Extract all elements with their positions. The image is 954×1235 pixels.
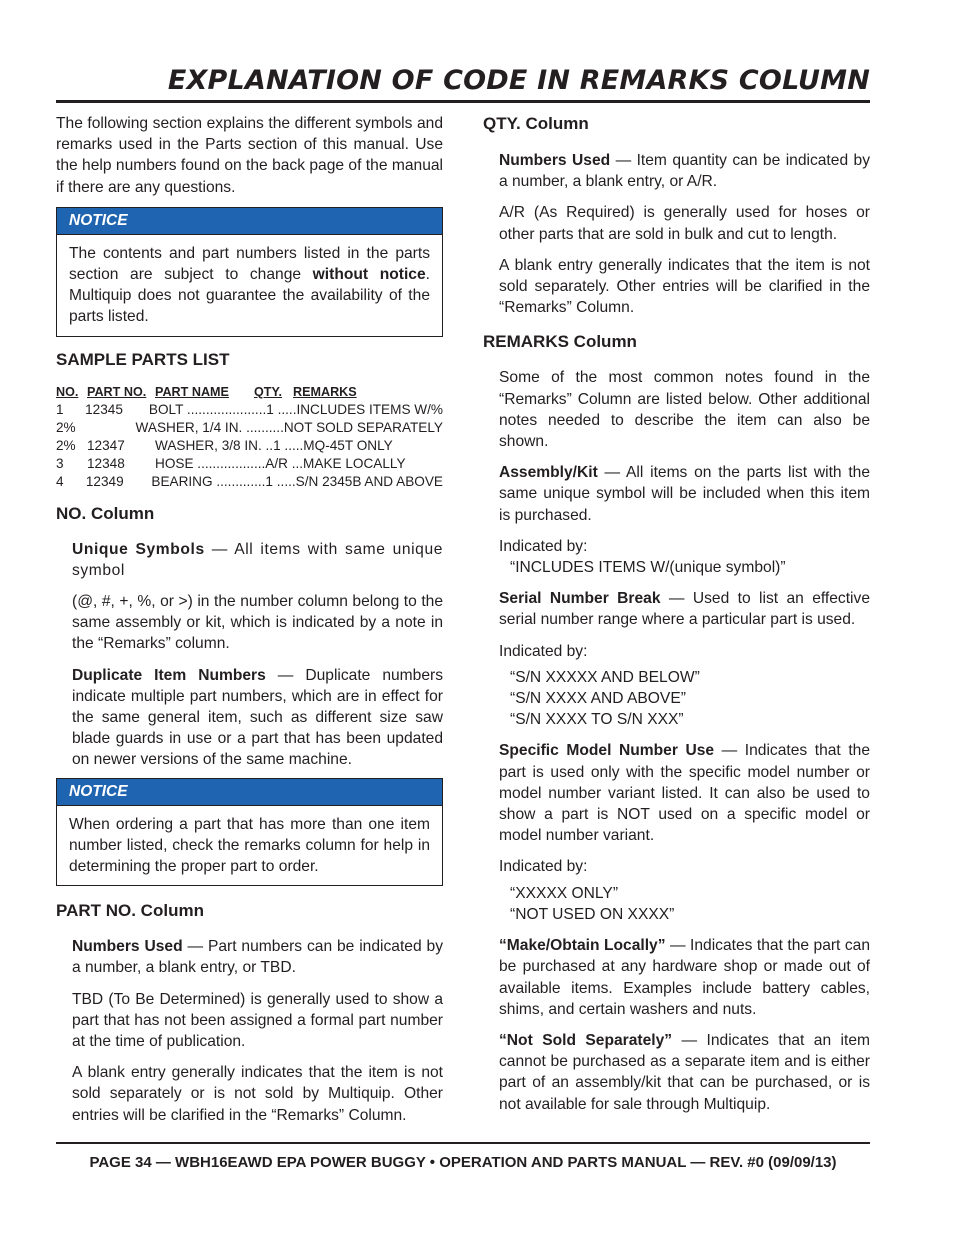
table-row — [56, 401, 443, 419]
footer-rule — [56, 1142, 870, 1144]
row-part-no — [81, 419, 136, 437]
not-sold-label: “Not Sold Separately” — [499, 1031, 673, 1049]
col-remarks: REMARKS — [293, 384, 357, 399]
tbd-paragraph: TBD (To Be Determined) is generally used to show a part that has not been assigned a formal part number at the time of publication. — [72, 990, 443, 1051]
notice-text-a: The contents and part numbers listed in the parts section are subject to change — [69, 244, 430, 284]
not-sold-text: — Indicates that an item cannot be purchased as a separate item and is either part of an assembly/kit that can be purchased, or is not available for sale through Multiquip. — [499, 1031, 871, 1113]
row-no: 4 — [56, 473, 64, 489]
row-no: 1 — [56, 401, 64, 417]
qty-numbers-used-paragraph — [499, 150, 870, 192]
row-part-no: 12347 — [87, 437, 125, 453]
qty-numbers-used-label: Numbers Used — [499, 152, 611, 169]
duplicate-items-text: — Duplicate numbers indicate multiple part numbers, which are in effect for the same general item, such as different size saw blade guards in use or a part that has been updated on newer versions of the same machine. — [72, 666, 443, 769]
row-details: BEARING .............1 .....S/N 2345B AND ABOVE — [151, 473, 443, 489]
part-numbers-used-text: — Part numbers can be indicated by a number, a blank entry, or TBD. — [72, 938, 443, 977]
remarks-intro-paragraph: Some of the most common notes found in the “Remarks” Column are listed below. Other additional notes needed to describe the item can also be shown. — [499, 369, 870, 451]
row-details: BOLT .....................1 .....INCLUDES ITEMS W/% — [148, 401, 443, 417]
assembly-kit-label: Assembly/Kit — [499, 464, 598, 482]
notice-label: NOTICE — [57, 208, 442, 235]
title-rule — [56, 100, 870, 103]
col-no: NO. — [56, 384, 79, 399]
notice-box-ordering — [56, 778, 443, 887]
row-no: 3 — [56, 455, 64, 471]
model-number-text: — Indicates that the part is used only with the specific model number or model number variant listed. It can also be used to show a part is NOT used on a specific model or model number variant. — [499, 742, 870, 845]
row-details: HOSE ..................A/R ...MAKE LOCALLY — [155, 455, 406, 471]
model-number-label: Specific Model Number Use — [499, 742, 715, 760]
part-numbers-used-paragraph — [72, 936, 443, 978]
indicated-by-label: Indicated by: — [499, 642, 588, 660]
table-row — [56, 437, 443, 455]
indicated-by-label: Indicated by: — [499, 858, 588, 876]
model-quote: “XXXXX ONLY” — [510, 884, 619, 902]
not-sold-paragraph — [499, 1030, 870, 1115]
table-row — [56, 419, 443, 437]
sample-parts-heading: SAMPLE PARTS LIST — [56, 349, 230, 369]
table-row — [56, 455, 443, 473]
serial-quote: “S/N XXXXX AND BELOW” — [510, 668, 700, 686]
notice-text — [69, 243, 430, 328]
as-required-paragraph: A/R (As Required) is generally used for hoses or other parts that are sold in bulk and cut to length. — [499, 204, 870, 243]
notice-label: NOTICE — [57, 779, 442, 806]
qty-column-heading: QTY. Column — [483, 114, 589, 133]
row-no: 2% — [56, 419, 76, 435]
unique-symbols-text: — All items with same unique symbol — [72, 540, 443, 579]
unique-symbols-label: Unique Symbols — [72, 540, 205, 558]
no-column-heading: NO. Column — [56, 503, 155, 523]
notice-text-b: . Multiquip does not guarantee the availability of the parts listed. — [69, 266, 430, 326]
row-no: 2% — [56, 437, 76, 453]
model-quote: “NOT USED ON XXXX” — [510, 905, 675, 923]
sample-parts-table — [56, 383, 443, 491]
serial-break-paragraph — [499, 588, 870, 630]
serial-quote: “S/N XXXX AND ABOVE” — [510, 690, 686, 708]
row-part-no: 12348 — [87, 455, 125, 471]
duplicate-items-paragraph — [72, 665, 443, 771]
row-part-no: 12345 — [85, 401, 123, 417]
notice-text-bold: without notice — [312, 266, 426, 284]
assembly-quote: “INCLUDES ITEMS W/(unique symbol)” — [510, 559, 786, 577]
symbols-paragraph: (@, #, +, %, or >) in the number column belong to the same assembly or kit, which is indicated by a note in the “Remarks” column. — [72, 593, 443, 653]
remarks-column-heading: REMARKS Column — [483, 332, 637, 352]
unique-symbols-paragraph — [72, 539, 443, 581]
col-qty: QTY. — [254, 384, 282, 399]
row-part-no: 12349 — [85, 473, 124, 489]
serial-break-text: — Used to list an effective serial number range where a particular part is used. — [499, 590, 870, 629]
part-no-column-heading: PART NO. Column — [56, 901, 204, 921]
make-locally-paragraph — [499, 935, 870, 1020]
right-column — [483, 113, 870, 1115]
qty-numbers-used-text: — Item quantity can be indicated by a number, a blank entry, or A/R. — [499, 152, 870, 191]
make-locally-label: “Make/Obtain Locally” — [499, 937, 666, 955]
assembly-kit-text: — All items on the parts list with the same unique symbol will be included when this item is purchased. — [499, 464, 870, 524]
table-row — [56, 473, 443, 491]
assembly-kit-paragraph — [499, 462, 870, 526]
notice-body — [57, 806, 442, 886]
notice-text: When ordering a part that has more than one item number listed, check the remarks column for help in determining the proper part to order. — [69, 815, 430, 876]
serial-quote: “S/N XXXX TO S/N XXX” — [510, 711, 684, 729]
part-numbers-used-label: Numbers Used — [72, 938, 183, 956]
serial-break-label: Serial Number Break — [499, 590, 661, 608]
model-number-paragraph — [499, 740, 870, 846]
page-footer: PAGE 34 — WBH16EAWD EPA POWER BUGGY • OPERATION AND PARTS MANUAL — REV. #0 (09/09/13) — [89, 1154, 837, 1171]
indicated-by-label: Indicated by: — [499, 537, 588, 555]
page-title: EXPLANATION OF CODE IN REMARKS COLUMN — [167, 65, 870, 96]
parts-header-row — [56, 383, 443, 401]
row-details: WASHER, 1/4 IN. ..........NOT SOLD SEPARATELY — [135, 419, 443, 435]
blank-entry-paragraph: A blank entry generally indicates that the item is not sold separately or is not sold by Multiquip. Other entries will be clarified in the “Remarks” Column. — [72, 1064, 443, 1124]
col-part-no: PART NO. — [87, 384, 147, 399]
make-locally-text: — Indicates that the part can be purchased at any hardware shop or made out of available items. Examples include battery cables, shims, and certain washers and nuts. — [499, 937, 870, 1018]
duplicate-items-label: Duplicate Item Numbers — [72, 666, 266, 684]
left-column — [56, 113, 443, 1126]
intro-paragraph: The following section explains the different symbols and remarks used in the Parts section of this manual. Use the help numbers found on the back page of the manual if there are any questions. — [56, 115, 443, 196]
col-part-name: PART NAME — [155, 384, 229, 399]
qty-blank-paragraph: A blank entry generally indicates that the item is not sold separately. Other entries will be clarified in the “Remarks” Column. — [499, 256, 870, 317]
notice-box-contents — [56, 207, 443, 337]
serial-quotes — [483, 667, 870, 731]
notice-body — [57, 235, 442, 336]
model-quotes — [483, 883, 870, 925]
row-details: WASHER, 3/8 IN. ..1 .....MQ-45T ONLY — [155, 437, 393, 453]
